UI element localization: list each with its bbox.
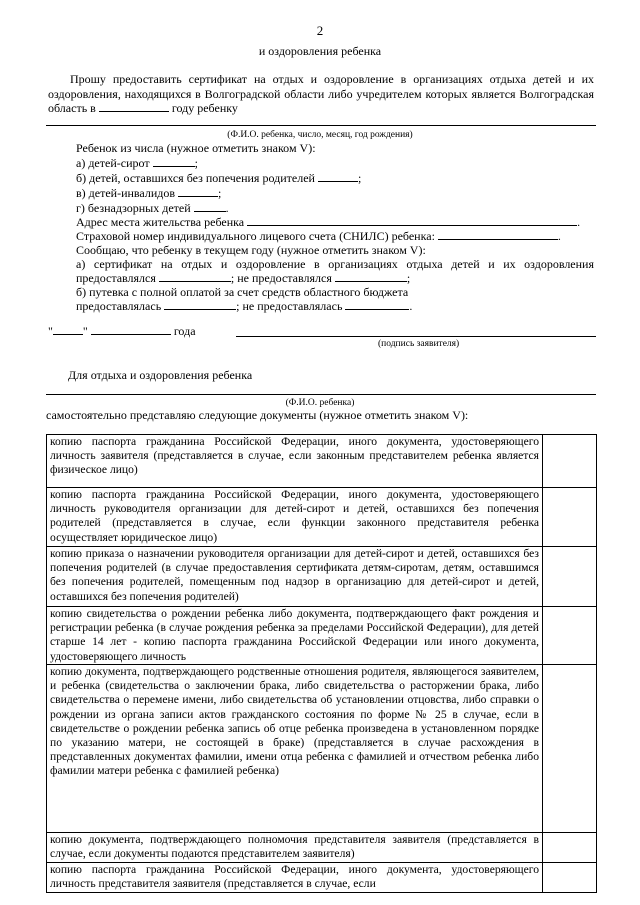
request-paragraph [48, 72, 594, 116]
docs-child-line[interactable] [46, 394, 596, 395]
docs-intro: Для отдыха и оздоровления ребенка [68, 368, 253, 382]
child-name-line[interactable] [46, 125, 596, 126]
inform-b-line2: предоставлялась ; не предоставлялась . [76, 299, 413, 313]
category-label: в) детей-инвалидов [76, 186, 176, 200]
category-label: б) детей, оставшихся без попечения родителей [76, 171, 315, 185]
document-cell: копию паспорта гражданина Российской Федерации, иного документа, удостоверяющего личность заявителя (представляется в случае, если законным представителем ребенка является физическое лицо) [47, 435, 543, 488]
request-year-suffix: году ребенку [171, 101, 238, 115]
table-row [47, 547, 597, 607]
document-cell: копию документа, подтверждающего полномочия представителя заявителя (представляется в случае, если документы подаются представителем заявителя) [47, 833, 543, 863]
document-checkbox-cell[interactable] [543, 607, 597, 665]
table-row [47, 435, 597, 488]
inform-intro: Сообщаю, что ребенку в текущем году (нужное отметить знаком V): [76, 243, 426, 257]
document-cell: копию приказа о назначении руководителя организации для детей-сирот и детей, оставшихся без попечения родителей (в случае предоставления сертификата детям-сиротам, детям, оставшимся без попечения родителей, помещенным под надзор в организацию для детей-сирот и детей, оставшихся без попечения родителей) [47, 547, 543, 607]
date-month-field[interactable] [91, 324, 171, 335]
page-number: 2 [316, 23, 324, 38]
year-blank[interactable] [99, 101, 169, 112]
document-checkbox-cell[interactable] [543, 863, 597, 893]
voucher-not-provided-field[interactable] [345, 299, 409, 310]
document-checkbox-cell[interactable] [543, 665, 597, 833]
inform-a-line1: а) сертификат на отдых и оздоровление в организациях отдыха детей и их оздоровления [76, 257, 594, 271]
category-orphans[interactable]: а) детей-сирот ; [76, 156, 198, 170]
table-row [47, 665, 597, 833]
table-row [47, 863, 597, 893]
voucher-provided-field[interactable] [164, 299, 236, 310]
address-label: Адрес места жительства ребенка [76, 215, 245, 229]
heading-tail: и оздоровления ребенка [258, 44, 382, 58]
documents-table [46, 434, 597, 893]
snils-row: Страховой номер индивидуального лицевого счета (СНИЛС) ребенка: . [76, 229, 561, 243]
document-checkbox-cell[interactable] [543, 833, 597, 863]
document-cell: копию документа, подтверждающего родственные отношения родителя, являющегося заявителем, и ребенка (свидетельства о заключении брака, либо свидетельства о расторжении брака, либо свидетельства о перемене имени, либо свидетельства об установлении отцовства, либо справки о рождении из органа записи актов гражданского состояния по форме № 25 в случае, если в свидетельстве о рождении ребенка запись об отце ребенка произведена в установленном порядке по указанию матери, не состоящей в браке) (представляется в случае расхождения в представленных документах фамилии, имени отца ребенка с фамилией и отчеством ребенка либо фамилии матери ребенка с фамилией ребенка) [47, 665, 543, 833]
category-disabled[interactable]: в) детей-инвалидов ; [76, 186, 222, 200]
snils-label: Страховой номер индивидуального лицевого счета (СНИЛС) ребенка: [76, 229, 435, 243]
inform-a-line2: предоставлялся ; не предоставлялся ; [76, 271, 411, 285]
date-day-field[interactable] [53, 324, 83, 335]
docs-self-line: самостоятельно представляю следующие документы (нужное отметить знаком V): [46, 408, 469, 422]
category-neglected[interactable]: г) безнадзорных детей . [76, 201, 229, 215]
certificate-provided-field[interactable] [159, 271, 231, 282]
table-row [47, 833, 597, 863]
address-field[interactable] [247, 215, 577, 226]
snils-field[interactable] [438, 229, 558, 240]
certificate-not-provided-field[interactable] [335, 271, 407, 282]
table-row [47, 488, 597, 547]
document-cell: копию паспорта гражданина Российской Федерации, иного документа, удостоверяющего личность руководителя организации для детей-сирот и детей, оставшихся без попечения родителей (представляется в случае, если функции законного представителя ребенка осуществляет юридическое лицо) [47, 488, 543, 547]
category-label: г) безнадзорных детей [76, 201, 191, 215]
docs-child-caption: (Ф.И.О. ребенка) [285, 398, 355, 408]
address-row: Адрес места жительства ребенка . [76, 215, 581, 229]
document-checkbox-cell[interactable] [543, 547, 597, 607]
category-without-care[interactable]: б) детей, оставшихся без попечения родителей ; [76, 171, 362, 185]
document-cell: копию паспорта гражданина Российской Федерации, иного документа, удостоверяющего личность представителя заявителя (представляется в случае, если [47, 863, 543, 893]
inform-b-line1: б) путевка с полной оплатой за счет средств областного бюджета [76, 285, 409, 299]
document-cell: копию свидетельства о рождении ребенка либо документа, подтверждающего факт рождения и регистрации ребенка (в случае рождения ребенка за пределами Российской Федерации), для детей старше 14 лет - копию паспорта гражданина Российской Федерации или иного документа, удостоверяющего личность [47, 607, 543, 665]
signature-caption: (подпись заявителя) [378, 339, 460, 349]
document-checkbox-cell[interactable] [543, 435, 597, 488]
table-row [47, 607, 597, 665]
category-label: а) детей-сирот [76, 156, 150, 170]
date-row: " " года [48, 324, 196, 338]
document-checkbox-cell[interactable] [543, 488, 597, 547]
request-text: Прошу предоставить сертификат на отдых и оздоровление в организациях отдыха детей и их оздоровления, находящихся в Волгоградской области либо учредителем которых является Волгоградская область в [48, 72, 594, 115]
category-intro: Ребенок из числа (нужное отметить знаком V): [76, 141, 316, 155]
child-caption: (Ф.И.О. ребенка, число, месяц, год рождения) [227, 130, 413, 140]
